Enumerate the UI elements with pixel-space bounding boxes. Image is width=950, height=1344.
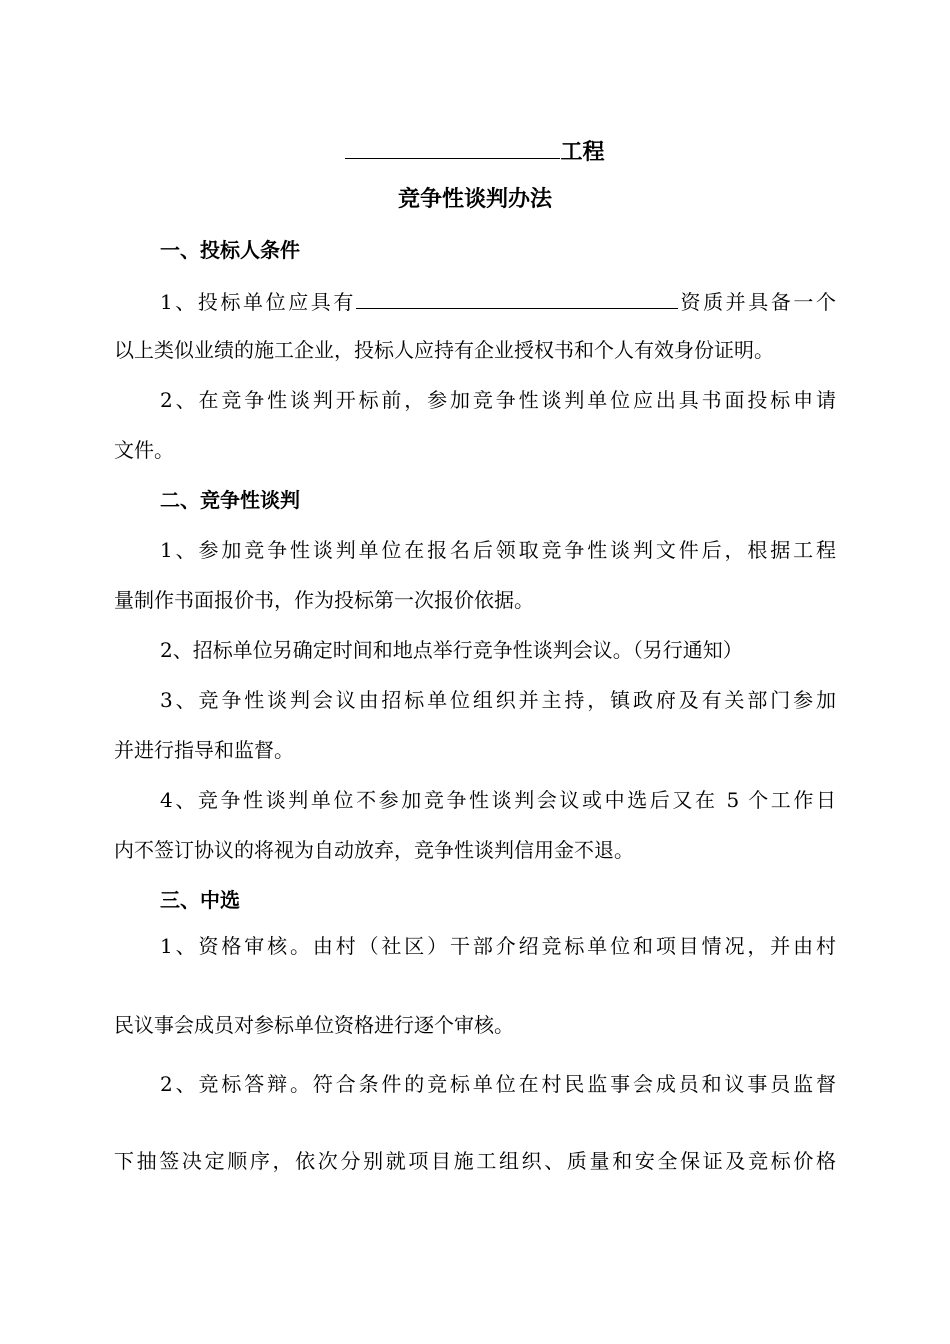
paragraph-line: 并进行指导和监督。 [114, 738, 294, 762]
paragraph-line: 以上类似业绩的施工企业，投标人应持有企业授权书和个人有效身份证明。 [114, 338, 774, 362]
paragraph-line: 1、资格审核。由村（社区）干部介绍竞标单位和项目情况，并由村 [160, 934, 836, 958]
paragraph-line: 1、参加竞争性谈判单位在报名后领取竞争性谈判文件后，根据工程 [160, 538, 836, 562]
paragraph-line: 2、竞标答辩。符合条件的竞标单位在村民监事会成员和议事员监督 [160, 1072, 836, 1096]
paragraph-line: 4、竞争性谈判单位不参加竞争性谈判会议或中选后又在 5 个工作日 [160, 788, 836, 812]
qualification-blank [356, 286, 678, 309]
paragraph-line: 内不签订协议的将视为自动放弃，竞争性谈判信用金不退。 [114, 838, 634, 862]
project-title-suffix: 工程 [560, 140, 605, 165]
paragraph-line: 民议事会成员对参标单位资格进行逐个审核。 [114, 1013, 514, 1037]
paragraph-line: 3、竞争性谈判会议由招标单位组织并主持，镇政府及有关部门参加 [160, 688, 836, 712]
paragraph-line: 2、在竞争性谈判开标前，参加竞争性谈判单位应出具书面投标申请 [160, 388, 836, 412]
project-title [0, 136, 950, 167]
section-heading-3: 三、中选 [160, 888, 240, 912]
project-name-blank [345, 136, 560, 159]
section-heading-1: 一、投标人条件 [160, 238, 300, 262]
paragraph-line: 量制作书面报价书，作为投标第一次报价依据。 [114, 588, 534, 612]
text-segment: 1、投标单位应具有 [160, 290, 356, 314]
paragraph-line [160, 286, 836, 316]
text-segment: 资质并具备一个 [677, 290, 836, 314]
document-subtitle: 竞争性谈判办法 [397, 187, 552, 212]
paragraph-line: 2、招标单位另确定时间和地点举行竞争性谈判会议。（另行通知） [160, 638, 743, 662]
section-heading-2: 二、竞争性谈判 [160, 488, 300, 512]
paragraph-line: 下抽签决定顺序，依次分别就项目施工组织、质量和安全保证及竞标价格 [114, 1149, 836, 1173]
paragraph-line: 文件。 [114, 438, 174, 462]
